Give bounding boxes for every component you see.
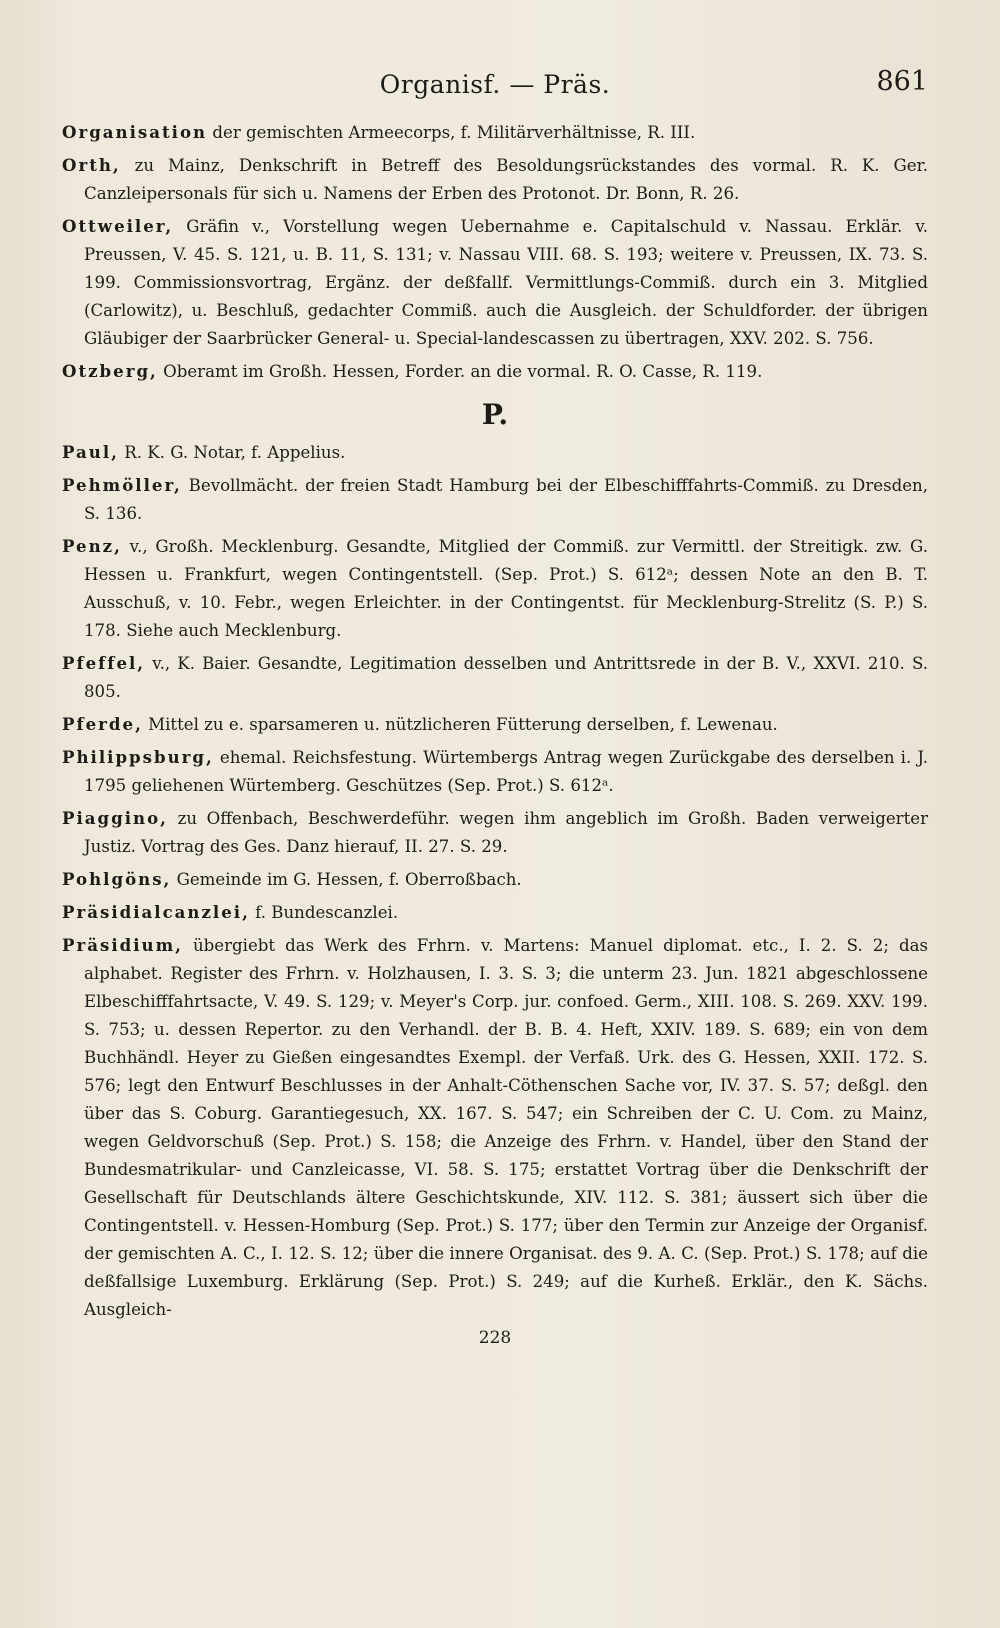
index-entry [62, 931, 928, 1324]
entry-text: ehemal. Reichsfestung. Würtembergs Antrag wegen Zurückgabe des derselben i. J. 1795 geliehenen Würtemberg. Geschützes (Sep. Prot.) S. 612ᵃ. [84, 748, 928, 795]
index-entry [62, 532, 928, 645]
entry-keyword: Organisation [62, 122, 208, 142]
entry-text: v., Großh. Mecklenburg. Gesandte, Mitglied der Commiß. zur Vermittl. der Streitigk. zw. G. Hessen u. Frankfurt, wegen Contingentstell. (Sep. Prot.) S. 612ᵃ; dessen Note an den B. T. Ausschuß, v. 10. Febr., wegen Erleichter. in der Contingentst. für Mecklenburg-Strelitz (S. P.) S. 178. Siehe auch Mecklenburg. [84, 537, 928, 640]
entry-text: Mittel zu e. sparsameren u. nützlicheren Fütterung derselben, f. Lewenau. [142, 715, 778, 734]
entry-keyword: Pehmöller, [62, 475, 182, 495]
entry-text: übergiebt das Werk des Frhrn. v. Martens: Manuel diplomat. etc., I. 2. S. 2; das alphabet. Register des Frhrn. v. Holzhausen, I. 3. S. 3; die unterm 23. Jun. 1821 abgeschlossene Elbeschifffahrtsacte, V. 49. S. 129; v. Meyer's Corp. jur. confoed. Germ., XIII. 108. S. 269. XXV. 199. S. 753; u. dessen Repertor. zu den Verhandl. der B. B. 4. Heft, XXIV. 189. S. 689; ein von dem Buchhändl. Heyer zu Gießen eingesandtes Exempl. der Verfaß. Urk. des G. Hessen, XXII. 172. S. 576; legt den Entwurf Beschlusses in der Anhalt-Cöthenschen Sache vor, IV. 37. S. 57; deßgl. den über das S. Coburg. Garantiegesuch, XX. 167. S. 547; ein Schreiben der C. U. Com. zu Mainz, wegen Geldvorschuß (Sep. Prot.) S. 158; die Anzeige des Frhrn. v. Handel, über den Stand der Bundesmatrikular- und Canzleicasse, VI. 58. S. 175; erstattet Vortrag über die Denkschrift der Gesellschaft für Deutschlands ältere Geschichtskunde, XIV. 112. S. 381; äussert sich über die Contingentstell. v. Hessen-Homburg (Sep. Prot.) S. 177; über den Termin zur Anzeige der Organisf. der gemischten A. C., I. 12. S. 12; über die innere Organisat. des 9. A. C. (Sep. Prot.) S. 178; auf die deßfallsige Luxemburg. Erklärung (Sep. Prot.) S. 249; auf die Kurheß. Erklär., den K. Sächs. Ausgleich- [84, 936, 928, 1319]
entries-o [62, 118, 928, 386]
index-entry [62, 743, 928, 800]
entry-text: f. Bundescanzlei. [249, 903, 399, 922]
entry-keyword: Penz, [62, 536, 122, 556]
index-entry [62, 710, 928, 739]
index-entry [62, 898, 928, 927]
index-entry [62, 471, 928, 528]
entry-keyword: Orth, [62, 155, 121, 175]
index-entry [62, 649, 928, 706]
entry-keyword: Paul, [62, 442, 119, 462]
entry-text: Gemeinde im G. Hessen, f. Oberroßbach. [171, 870, 522, 889]
entry-text: zu Offenbach, Beschwerdeführ. wegen ihm angeblich im Großh. Baden verweigerter Justiz. Vortrag des Ges. Danz hierauf, II. 27. S. 29. [84, 809, 928, 856]
entry-text: v., K. Baier. Gesandte, Legitimation desselben und Antrittsrede in der B. V., XXVI. 210. S. 805. [84, 654, 928, 701]
entry-keyword: Präsidium, [62, 935, 183, 955]
entry-keyword: Piaggino, [62, 808, 168, 828]
entries-p [62, 438, 928, 1324]
index-entry [62, 357, 928, 386]
index-entry [62, 118, 928, 147]
entry-keyword: Ottweiler, [62, 216, 174, 236]
entry-keyword: Pferde, [62, 714, 143, 734]
index-entry [62, 438, 928, 467]
entry-keyword: Otzberg, [62, 361, 158, 381]
entry-text: Bevollmächt. der freien Stadt Hamburg bei der Elbeschifffahrts-Commiß. zu Dresden, S. 136. [84, 476, 928, 523]
signature-mark: 228 [478, 1328, 512, 1348]
entry-text: Gräfin v., Vorstellung wegen Uebernahme e. Capitalschuld v. Nassau. Erklär. v. Preussen, V. 45. S. 121, u. B. 11, S. 131; v. Nassau VIII. 68. S. 193; weitere v. Preussen, IX. 73. S. 199. Commissionsvortrag, Ergänz. der deßfallf. Vermittlungs-Commiß. durch ein 3. Mitglied (Carlowitz), u. Beschluß, gedachter Commiß. auch die Ausgleich. der Schuldforder. der übrigen Gläubiger der Saarbrücker General- u. Special-landescassen zu übertragen, XXV. 202. S. 756. [84, 217, 928, 348]
entry-text: Oberamt im Großh. Hessen, Forder. an die vormal. R. O. Casse, R. 119. [157, 362, 763, 381]
index-entry [62, 212, 928, 353]
entry-keyword: Pohlgöns, [62, 869, 172, 889]
entry-text: R. K. G. Notar, f. Appelius. [118, 443, 346, 462]
index-entry [62, 865, 928, 894]
entry-keyword: Präsidialcanzlei, [62, 902, 250, 922]
entry-keyword: Pfeffel, [62, 653, 146, 673]
section-letter: P. [481, 398, 509, 431]
entry-keyword: Philippsburg, [62, 747, 214, 767]
running-head [62, 62, 928, 110]
index-entry [62, 804, 928, 861]
index-entry [62, 151, 928, 208]
running-head-title: Organisf. — Präs. [379, 70, 611, 99]
page-number: 861 [876, 66, 928, 97]
entry-text: der gemischten Armeecorps, f. Militärverhältnisse, R. III. [207, 123, 696, 142]
entry-text: zu Mainz, Denkschrift in Betreff des Besoldungsrückstandes des vormal. R. K. Ger. Canzleipersonals für sich u. Namens der Erben des Protonot. Dr. Bonn, R. 26. [84, 156, 928, 203]
